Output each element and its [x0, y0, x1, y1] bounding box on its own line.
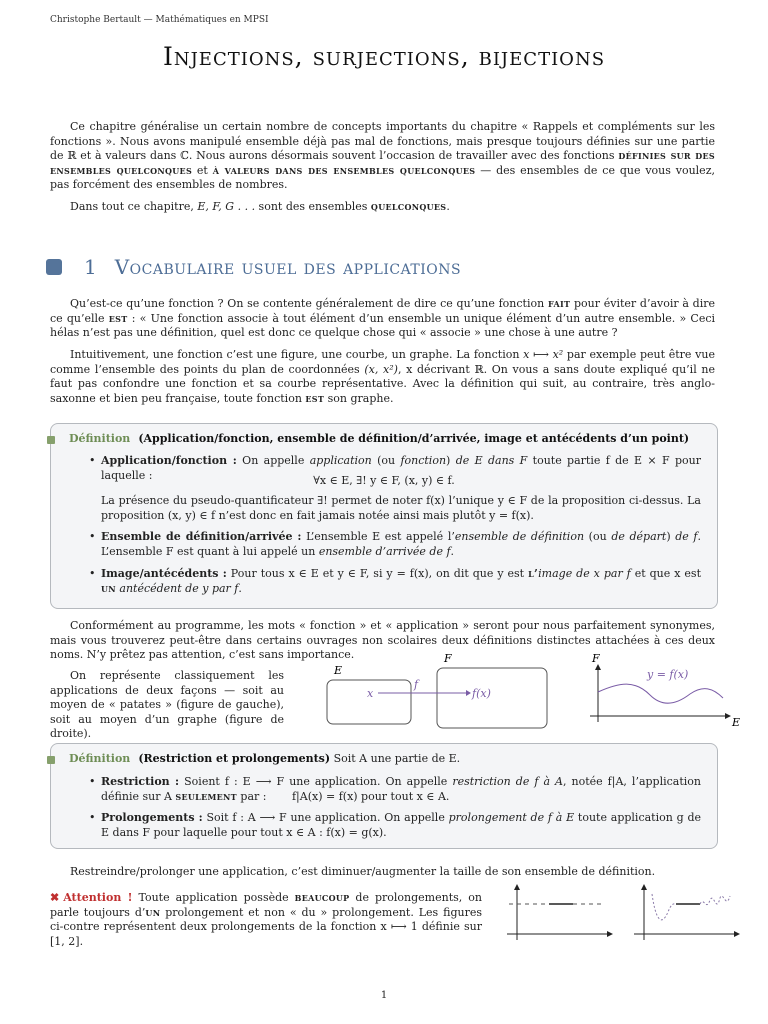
- definition-heading: Définition (Restriction et prolongements) Soit A une partie de E.: [69, 752, 461, 765]
- section-paragraph-1: Qu’est-ce qu’une fonction ? On se contente généralement de dire ce qu’une fonction fait pour éviter d’avoir à dire ce qu’elle est : « Une fonction associe à tout élément d’un ensemble un unique élément d’un autre ensemble. » Ceci hélas n’est pas une définition, quel est donc ce quelque chose qui « associe » une chose à une autre ?: [50, 297, 716, 340]
- definition-item-restriction: • Restriction : Soient f : E ⟶ F une application. On appelle restriction de f à A, notée f|A, l’application définie sur A seulement par : f|A(x) = f(x) pour tout x ∈ A.: [89, 775, 701, 803]
- definition-item-image: • Image/antécédents : Pour tous x ∈ E et y ∈ F, si y = f(x), on dit que y est l’image de x par f et que x est un antécédent de y par f.: [89, 567, 701, 595]
- section-number: 1: [84, 254, 97, 279]
- extension-figure-2: [632, 882, 742, 944]
- restriction-formula: f|A(x) = f(x) pour tout x ∈ A.: [291, 789, 450, 803]
- x-axis-arrow-icon: [607, 931, 613, 937]
- set-e-label: E: [334, 664, 343, 677]
- arrow-head-icon: [466, 690, 471, 696]
- x-axis-arrow-icon: [725, 713, 731, 719]
- intro-paragraph-2: Dans tout ce chapitre, E, F, G . . . sont des ensembles quelconques.: [70, 200, 450, 213]
- y-axis-arrow-icon: [514, 884, 520, 890]
- definition-item-application: • Application/fonction : On appelle application (ou fonction) de E dans F toute partie f de E × F pour laquelle :: [89, 454, 701, 482]
- function-curve: [598, 684, 723, 703]
- section-paragraph-2: Intuitivement, une fonction c’est une figure, une courbe, un graphe. La fonction x ⟼ x² par exemple peut être vue comme l’ensemble des points du plan de coordonnées (x, x²), x décrivant ℝ. On vous a sans doute expliqué qu’il ne faut pas confondre une fonction et sa courbe représentative. Avec la définition qui suit, au contraire, très anglo-saxonne et bien peu française, toute fonction est son graphe.: [50, 348, 715, 405]
- definition-marker-icon: [47, 436, 55, 444]
- restrict-extend-paragraph: Restreindre/prolonger une application, c’est diminuer/augmenter la taille de son ensemble de définition.: [70, 865, 656, 878]
- definition-item-application-note: La présence du pseudo-quantificateur ∃! permet de noter f(x) l’unique y ∈ F de la proposition ci-dessus. La proposition (x, y) ∈ f n’est donc en fait jamais notée ainsi mais plutôt y = f(x).: [101, 494, 701, 522]
- wiggly-extension-right: [700, 896, 730, 905]
- definition-marker-icon: [47, 756, 55, 764]
- wiggly-extension-left: [652, 894, 676, 920]
- map-f-label: f: [414, 678, 419, 691]
- intro-paragraph-1: Ce chapitre généralise un certain nombre de concepts importants du chapitre « Rappels et compléments sur les fonctions ». Nous avons manipulé ensemble déjà pas mal de fonctions, mais presque toujours définies sur une partie de ℝ et à valeurs dans ℂ. Nous aurons désormais souvent l’occasion de travailler avec des fonctions définies sur des ensembles quelconques et à valeurs dans des ensembles quelconques — des ensembles de ce que vous voulez, pas forcément des ensembles de nombres.: [50, 120, 716, 192]
- definition-item-domain: • Ensemble de définition/arrivée : L’ensemble E est appelé l’ensemble de définition (ou de départ) de f. L’ensemble F est quant à lui appelé un ensemble d’arrivée de f.: [89, 530, 701, 558]
- x-axis-arrow-icon: [734, 931, 740, 937]
- attention-cross-icon: ✖: [50, 891, 60, 904]
- definition-box-application: [50, 423, 718, 609]
- running-header: Christophe Bertault — Mathématiques en MPSI: [50, 15, 269, 25]
- definition-item-extension: • Prolongements : Soit f : A ⟶ F une application. On appelle prolongement de f à E toute application g de E dans F pour laquelle pour tout x ∈ A : f(x) = g(x).: [89, 811, 701, 839]
- definition-box-restriction: [50, 743, 718, 849]
- axis-e-label: E: [732, 716, 741, 729]
- patates-figure: [320, 650, 550, 730]
- set-f-label: F: [444, 652, 452, 665]
- curve-label: y = f(x): [647, 668, 689, 681]
- set-f-shape: [437, 668, 547, 728]
- representation-paragraph: On représente classiquement les applications de deux façons — soit au moyen de « patates » (figure de gauche), soit au moyen d’un graphe (figure de droite).: [50, 669, 284, 741]
- y-axis-arrow-icon: [641, 884, 647, 890]
- page-title: Injections, surjections, bijections: [162, 42, 606, 71]
- definition-heading: Définition (Application/fonction, ensemble de définition/d’arrivée, image et antécédents d’un point): [69, 432, 690, 445]
- page-number: 1: [380, 990, 388, 1001]
- graph-figure: [585, 650, 745, 730]
- section-title: Vocabulaire usuel des applications: [114, 254, 462, 279]
- section-marker-icon: [46, 259, 62, 275]
- attention-paragraph: ✖ Attention ! Toute application possède beaucoup de prolongements, on parle toujours d’un prolongement et non « du » prolongement. Les figures ci-contre représentent deux prolongements de la fonction x ⟼ 1 définie sur [1, 2].: [50, 891, 482, 948]
- image-fx-label: f(x): [472, 687, 491, 700]
- axis-f-label: F: [592, 652, 600, 665]
- point-x-label: x: [367, 687, 374, 700]
- extension-figure-1: [505, 882, 615, 944]
- quantifier-formula: ∀x ∈ E, ∃! y ∈ F, (x, y) ∈ f.: [313, 474, 455, 487]
- synonyms-paragraph: Conformément au programme, les mots « fonction » et « application » seront pour nous parfaitement synonymes, mais vous trouverez peut-être dans certains ouvrages non scolaires deux définitions distinctes attachées à ces deux noms. N’y prêtez pas attention, c’est sans importance.: [50, 619, 715, 662]
- section-heading: [46, 255, 461, 279]
